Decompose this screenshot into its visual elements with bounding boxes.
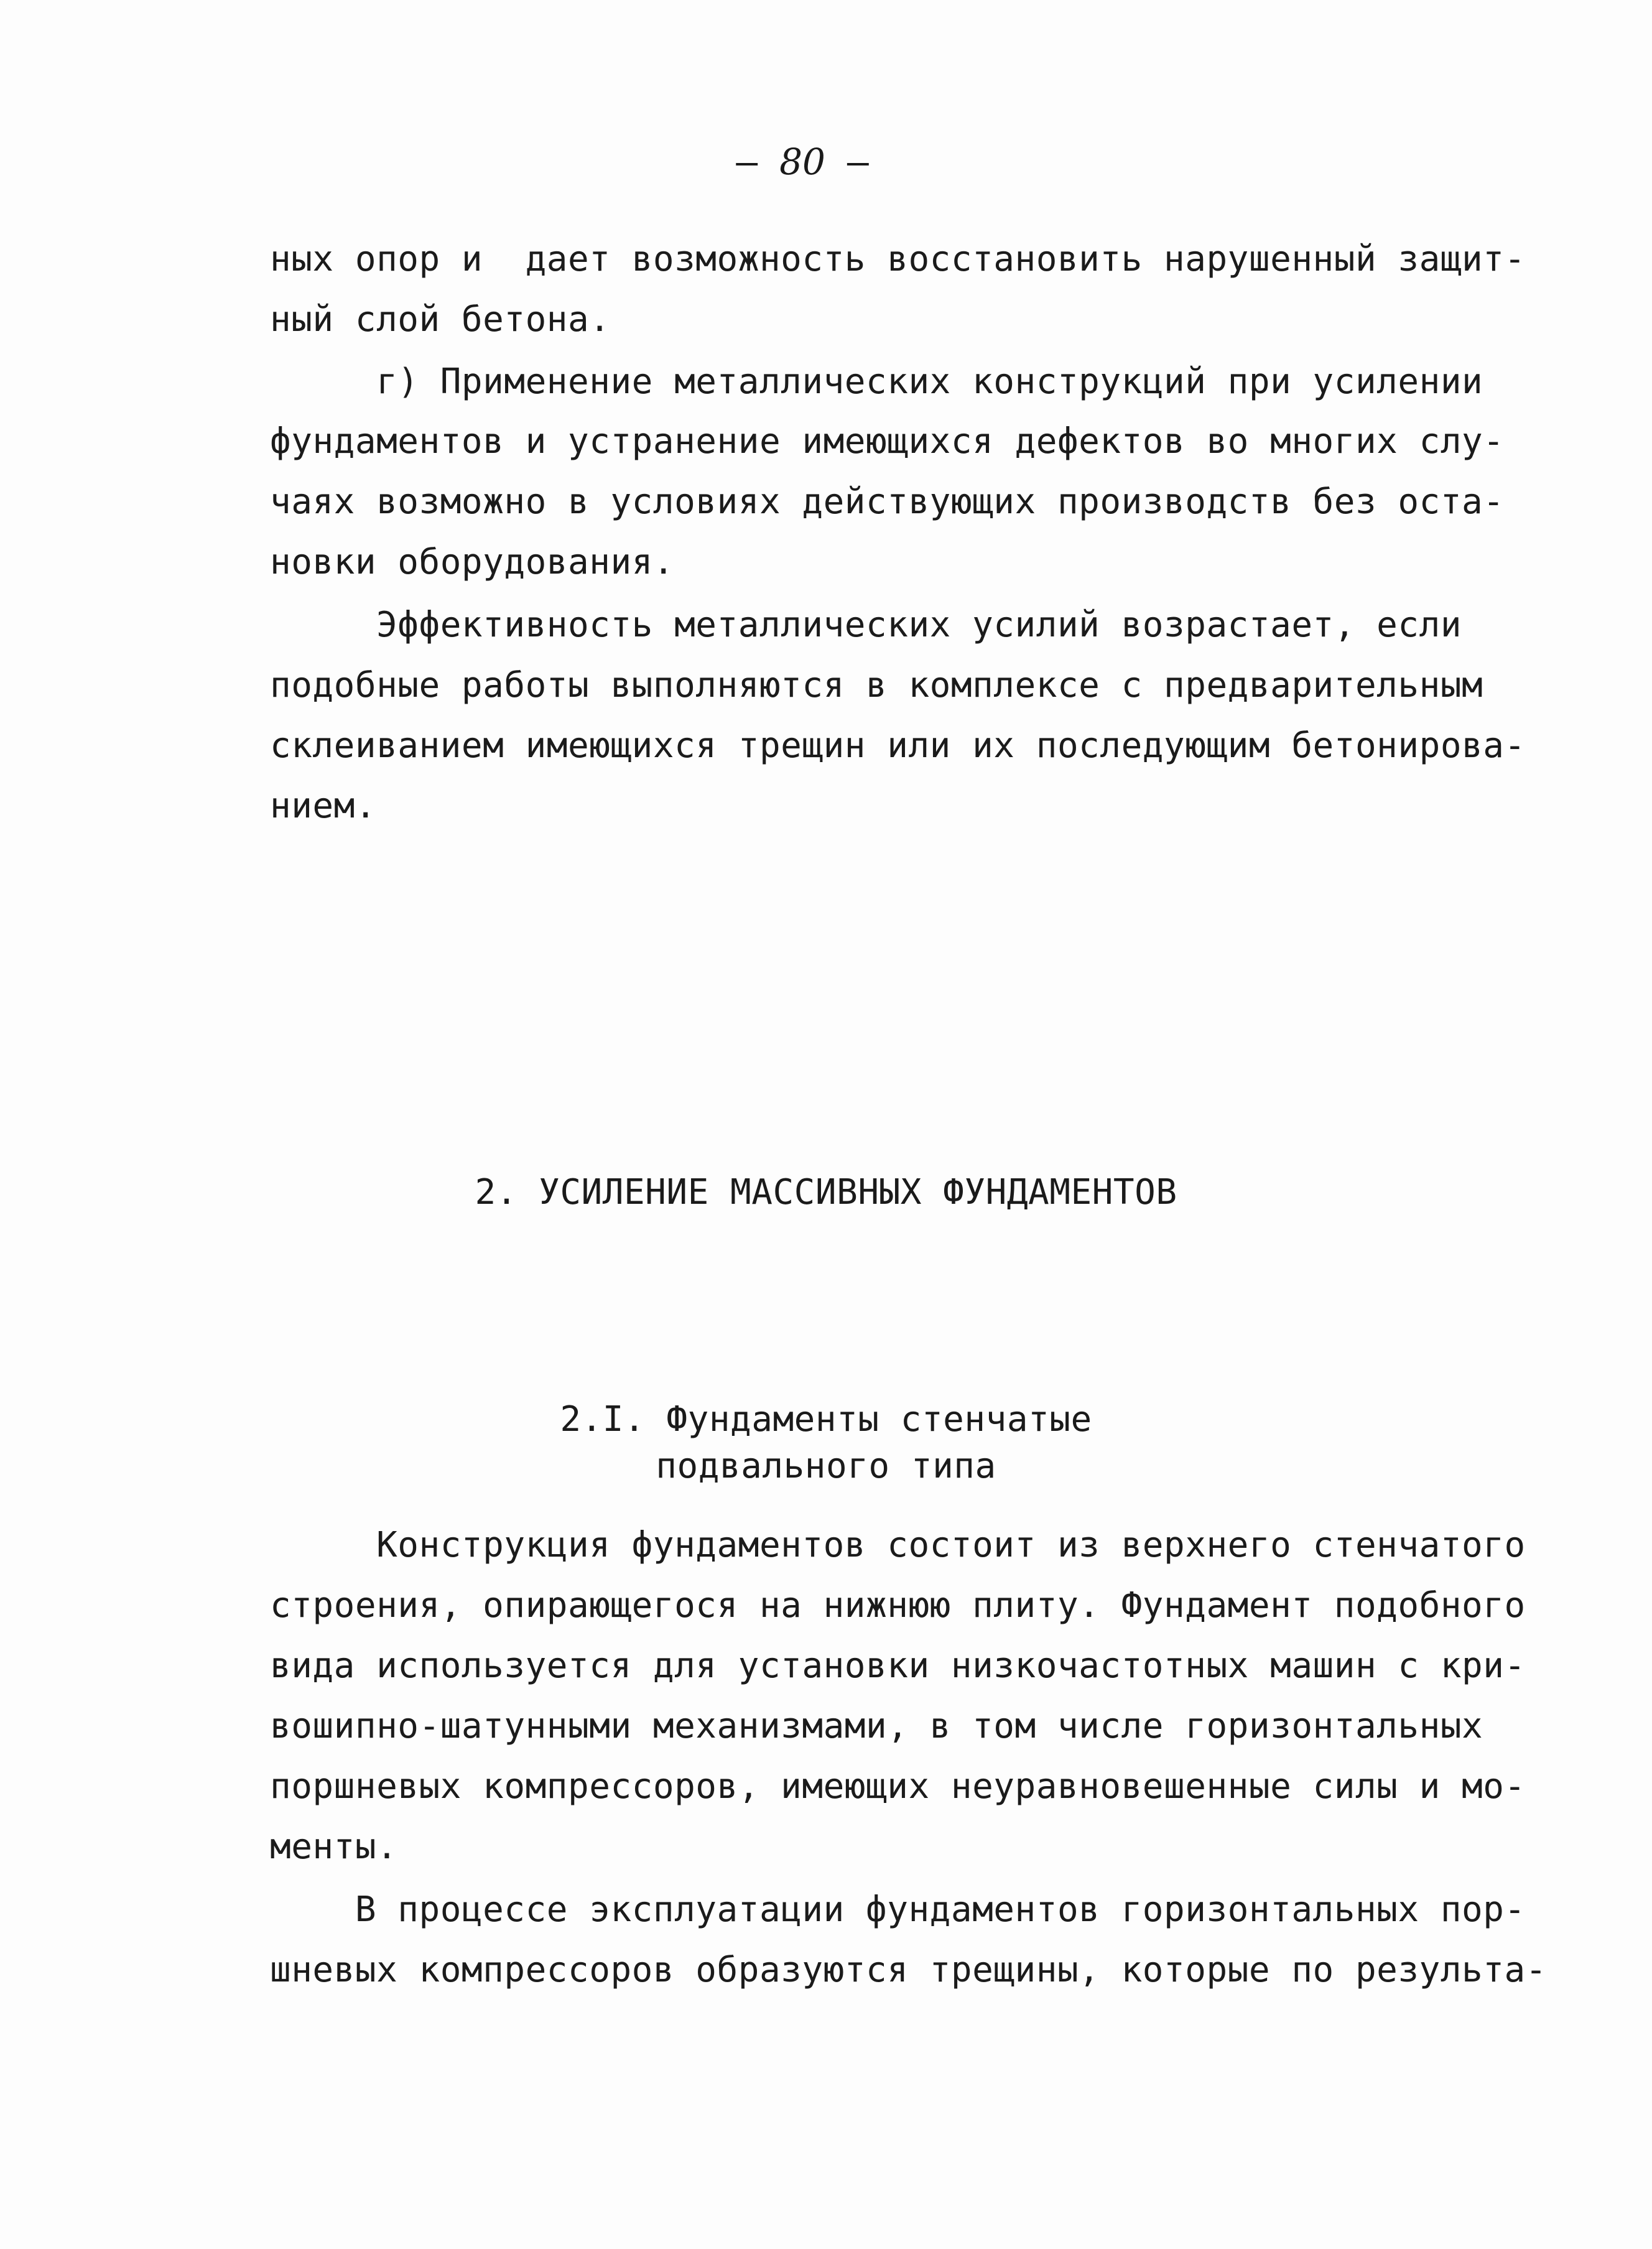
paragraph-line: В процессе эксплуатации фундаментов горизонтальных пор- <box>270 1889 1526 1930</box>
paragraph-line: ный слой бетона. <box>270 299 611 340</box>
paragraph-line: фундаментов и устранение имеющихся дефектов во многих слу- <box>270 421 1505 462</box>
paragraph-line: нием. <box>270 786 377 826</box>
section-heading: 2. УСИЛЕНИЕ МАССИВНЫХ ФУНДАМЕНТОВ <box>475 1172 1177 1213</box>
page-number-prefix: – <box>736 141 780 183</box>
subsection-heading-line2: подвального типа <box>656 1446 996 1486</box>
subsection-heading-line1: 2.I. Фундаменты стенчатые <box>560 1399 1092 1440</box>
paragraph-line: шневых компрессоров образуются трещины, которые по результа- <box>270 1950 1547 1990</box>
paragraph-line: Конструкция фундаментов состоит из верхнего стенчатого <box>270 1525 1526 1565</box>
paragraph-line: менты. <box>270 1827 398 1867</box>
paragraph-line: вида используется для установки низкочастотных машин с кри- <box>270 1646 1526 1686</box>
page-number-suffix: – <box>825 141 869 183</box>
paragraph-line: подобные работы выполняются в комплексе с предварительным <box>270 665 1483 705</box>
paragraph-line: ных опор и дает возможность восстановить нарушенный защит- <box>270 239 1526 279</box>
paragraph-line: г) Применение металлических конструкций при усилении <box>270 361 1483 402</box>
paragraph-line: поршневых компрессоров, имеющих неуравновешенные силы и мо- <box>270 1766 1526 1807</box>
page-number-value: 80 <box>779 141 825 183</box>
paragraph-line: новки оборудования. <box>270 542 675 582</box>
paragraph-line: вошипно-шатунными механизмами, в том числе горизонтальных <box>270 1706 1483 1746</box>
paragraph-line: Эффективность металлических усилий возрастает, если <box>270 605 1462 645</box>
paragraph-line: склеиванием имеющихся трещин или их последующим бетонирова- <box>270 725 1526 766</box>
paragraph-line: строения, опирающегося на нижнюю плиту. Фундамент подобного <box>270 1585 1526 1626</box>
page-number <box>715 140 889 184</box>
paragraph-line: чаях возможно в условиях действующих производств без оста- <box>270 482 1505 522</box>
